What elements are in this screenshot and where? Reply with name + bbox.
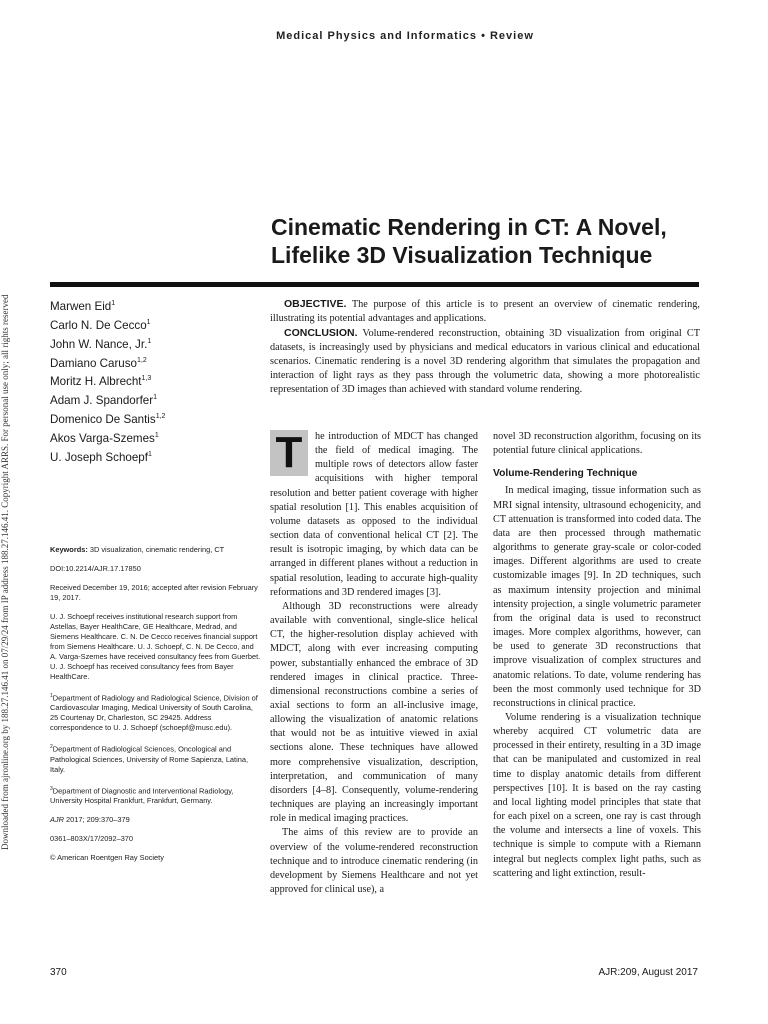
author-affiliation: 1 <box>111 300 116 307</box>
copyright: © American Roentgen Ray Society <box>50 853 164 863</box>
issn: 0361–803X/17/2092–370 <box>50 834 134 844</box>
author-item <box>50 334 250 353</box>
abstract <box>270 297 700 397</box>
title-line-2: Lifelike 3D Visualization Technique <box>271 242 653 268</box>
conclusion-text: Volume-rendered reconstruction, obtaining 3D visualization from original CT datasets, is increasingly used by physicians and medical educators in various clinical and educational scenarios. Cinematic rendering is a novel 3D rendering algorithm that simulates the propagation and interaction of light rays as they pass through the volumetric data, showing a more photorealistic representation of 3D images than achieved with standard volume rendering. <box>270 328 700 395</box>
affiliation-1-text: Department of Radiology and Radiological Science, Division of Cardiovascular Imaging, Medical University of South Carolina, 25 Courtenay Dr, Charleston, SC 29425. Address correspondence to U. J. Schoepf (schoepf@musc.edu). <box>50 693 258 733</box>
body-column-1 <box>270 430 478 897</box>
affiliation-2-number: 2 <box>50 744 53 751</box>
article-title <box>271 213 741 269</box>
journal-footer: AJR:209, August 2017 <box>598 967 698 978</box>
author-name: John W. Nance, Jr. <box>50 337 148 351</box>
download-notice: Downloaded from ajronline.org by 188.27.146.41 on 07/29/24 from IP address 188.27.146.41. Copyright ARRS. For personal use only; all rights reserved <box>0 294 10 850</box>
title-line-1: Cinematic Rendering in CT: A Novel, <box>271 214 667 240</box>
affiliation-3-number: 3 <box>50 785 53 792</box>
abstract-objective <box>270 297 700 326</box>
author-list <box>50 296 250 466</box>
section-heading: Volume-Rendering Technique <box>493 468 638 480</box>
keywords-text: 3D visualization, cinematic rendering, CT <box>87 545 225 554</box>
body-column-2 <box>493 430 701 881</box>
author-name: Marwen Eid <box>50 299 112 313</box>
intro-continuation: novel 3D reconstruction algorithm, focusing on its potential future clinical applications. <box>493 431 701 457</box>
keywords <box>50 545 262 555</box>
keywords-label: Keywords: <box>50 545 88 554</box>
author-item <box>50 428 250 447</box>
affiliation-3 <box>50 784 262 806</box>
objective-text: The purpose of this article is to present an overview of cinematic rendering, illustrating its potential advantages and applications. <box>270 299 700 324</box>
author-name: Akos Varga-Szemes <box>50 431 155 445</box>
author-name: Damiano Caruso <box>50 356 137 370</box>
affiliation-2 <box>50 742 262 774</box>
funding-disclosure: U. J. Schoepf receives institutional research support from Astellas, Bayer HealthCare, GE Healthcare, Medrad, and Siemens Healthcare. C. N. De Cecco receives financial support from Siemens Healthcare. U. J. Schoepf, C. N. De Cecco, and A. Varga-Szemes have received consultancy fees from Guerbet. U. J. Schoepf has received consultancy fees from Bayer HealthCare. <box>50 612 261 681</box>
affiliation-2-text: Department of Radiological Sciences, Oncological and Pathological Sciences, University of Rome Sapienza, Latina, Italy. <box>50 744 249 774</box>
received-dates: Received December 19, 2016; accepted after revision February 19, 2017. <box>50 583 258 602</box>
author-affiliation: 1 <box>146 318 151 326</box>
author-item <box>50 447 250 466</box>
author-name: Adam J. Spandorfer <box>50 394 154 408</box>
author-item <box>50 371 250 390</box>
author-affiliation: 1,2 <box>155 413 166 421</box>
author-affiliation: 1,3 <box>141 375 152 383</box>
author-item <box>50 390 250 409</box>
intro-paragraph-1-text: he introduction of MDCT has changed the field of medical imaging. The multiple rows of detectors allow faster acquisitions with higher temporal resolution and better patient coverage with higher spatial resolution [1]. This enables acquisition of volume datasets as opposed to the individual section data of conventional helical CT [2]. The result is isotropic imaging, by which data can be arranged in different planes without a reduction in spatial resolution, leading to accurate high-quality reformations and 3D rendered images [3]. <box>270 431 478 598</box>
citation-journal: AJR <box>50 815 64 825</box>
vr-paragraph-1: In medical imaging, tissue information such as MRI signal intensity, ultrasound echogenicity, and CT attenuation is transformed into coded data. The data are then processed through mathematic algorithms to generate gray-scale or color-coded images. Different algorithms are used to create customizable images [9]. In 2D techniques, such as maximum intensity projection and minimal intensity projection, a single volumetric parameter from the original data is used to reconstruct images. More complex algorithms, however, can be used to generate 3D reconstructions that improve visualization of complex structures and anatomic relations. To date, volume rendering has been the most commonly used technique for 3D reconstructions in clinical practice. <box>493 485 701 709</box>
intro-paragraph-2: Although 3D reconstructions were already available with conventional, single-slice helical CT, the higher-resolution display achieved with MDCT, along with ever increasing computing power, substantially enhanced the embrace of 3D rendered images in clinical practice. Three-dimensional reconstructions combine a series of axial sections to form an all-inclusive image, allowing the visualization of anatomic relations that would not be as intuitive viewed in axial sections alone. These techniques have allowed more comprehensive visualization, description, interpretation, and communication of many disorders [4–8]. Consequently, volume-rendering techniques are playing an increasingly important role in medical imaging practices. <box>270 600 478 825</box>
author-name: Moritz H. Albrecht <box>50 375 142 389</box>
affiliation-3-text: Department of Diagnostic and Interventional Radiology, University Hospital Frankfurt, Frankfurt, Germany. <box>50 786 234 806</box>
author-name: Carlo N. De Cecco <box>50 318 147 332</box>
affiliation-1 <box>50 691 262 733</box>
author-name: U. Joseph Schoepf <box>50 450 148 464</box>
author-name: Domenico De Santis <box>50 413 156 427</box>
author-item <box>50 353 250 372</box>
affiliation-1-number: 1 <box>50 693 53 699</box>
conclusion-label: CONCLUSION. <box>284 327 358 339</box>
abstract-conclusion <box>270 326 700 397</box>
author-affiliation: 1 <box>147 450 152 458</box>
objective-label: OBJECTIVE. <box>284 298 347 310</box>
running-head: Medical Physics and Informatics • Review <box>276 30 534 42</box>
title-rule <box>50 282 699 287</box>
citation-volume: 2017; 209:370–379 <box>63 815 130 825</box>
author-affiliation: 1 <box>153 394 158 402</box>
article-metadata <box>50 545 262 872</box>
intro-paragraph-3: The aims of this review are to provide an overview of the volume-rendered reconstruction technique and to introduce cinematic rendering (in development by Siemens Healthcare and not yet approved for clinical use), a <box>270 827 478 895</box>
doi[interactable]: DOI:10.2214/AJR.17.17850 <box>50 564 141 573</box>
author-affiliation: 1 <box>154 432 159 440</box>
author-item <box>50 315 250 334</box>
vr-paragraph-2: Volume rendering is a visualization technique whereby acquired CT volumetric data are processed in their entirety, resulting in a 3D image that can be manipulated and customized in real time to display anatomic details from different perspectives [10]. It is based on the ray casting and local lighting model principles that state that for each pixel on a screen, one ray is cast through the volume and intersects a line of voxels. This technique is simple to compute with a Riemann integral but neglects complex light paths, such as scattering and light extinction, result- <box>493 711 701 879</box>
author-affiliation: 1 <box>147 337 152 345</box>
drop-cap: T <box>270 430 308 476</box>
page-number: 370 <box>50 967 67 978</box>
citation <box>50 815 262 825</box>
author-item <box>50 296 250 315</box>
author-item <box>50 409 250 428</box>
intro-paragraph-1 <box>270 430 478 600</box>
author-affiliation: 1,2 <box>137 356 147 364</box>
